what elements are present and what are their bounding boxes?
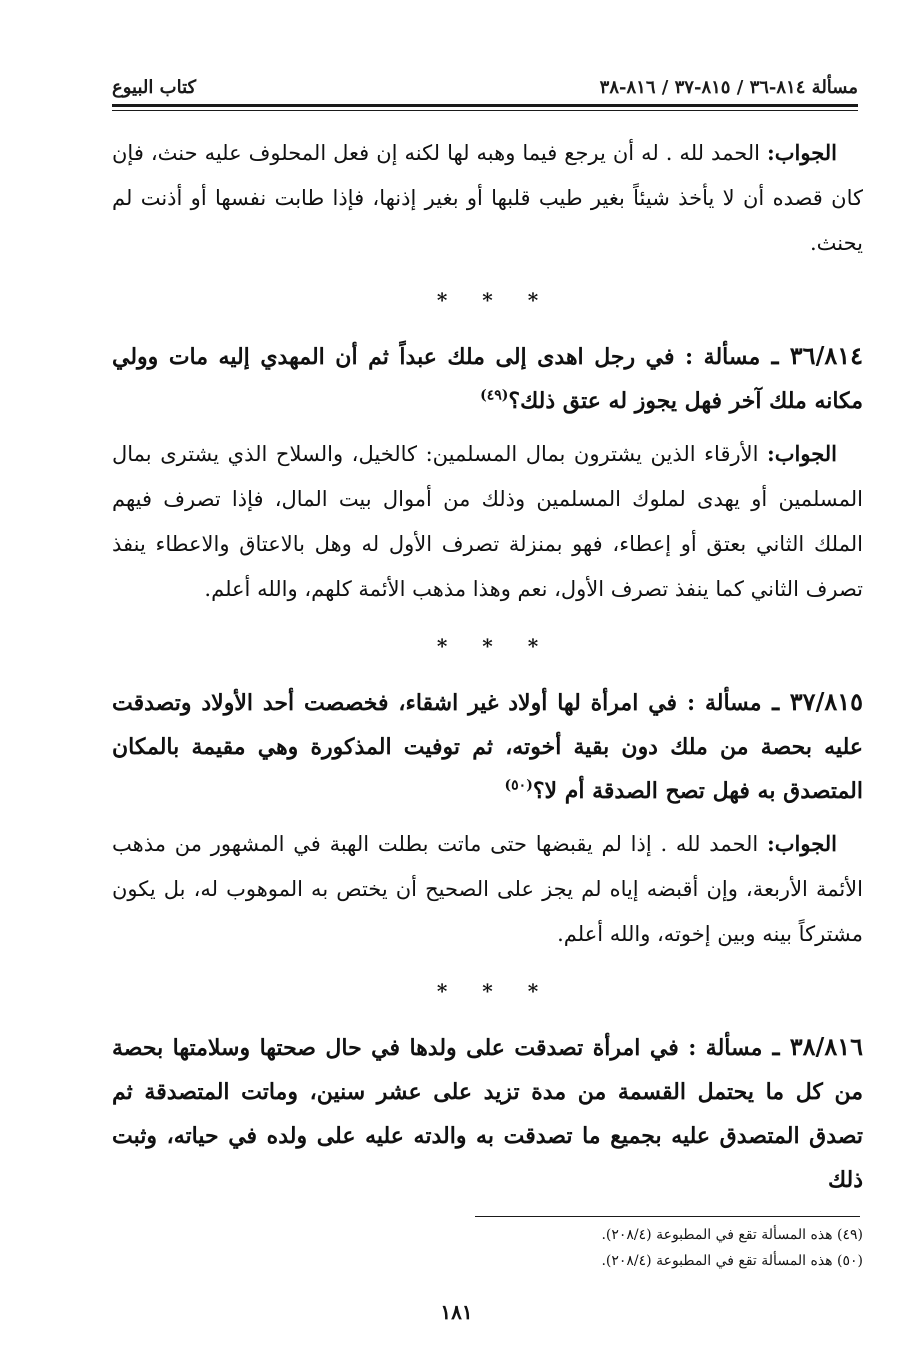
answer-36 xyxy=(112,431,863,612)
running-header xyxy=(112,62,858,98)
section-separator: * * * xyxy=(436,288,553,312)
answer-label: الجواب: xyxy=(767,831,837,856)
question-text: في امرأة لها أولاد غير اشقاء، فخصصت أحد الأولاد وتصدقت عليه بحصة من ملك دون بقية أخوته، ثم توفيت المذكورة وهي مقيمة بالمكان المتصدق به فهل تصح الصدقة أم لا؟ xyxy=(112,690,863,804)
answer-text: الحمد لله . له أن يرجع فيما وهبه لها لكنه إن فعل المحلوف عليه حنث، فإن كان قصده أن لا يأخذ شيئاً بغير طيب قلبها أو بغير إذنها، فإذا طابت نفسها أو أذنت لم يحنث. xyxy=(112,141,863,255)
answer-37 xyxy=(112,821,863,957)
answer-label: الجواب: xyxy=(767,140,837,165)
question-label: مسألة : xyxy=(688,1035,763,1061)
question-37 xyxy=(112,680,863,813)
page-number: ١٨١ xyxy=(440,1300,473,1324)
answer-text: الأرقاء الذين يشترون بمال المسلمين: كالخيل، والسلاح الذي يشترى بمال المسلمين أو يهدى لملوك المسلمين وذلك من أموال بيت المال، فإذا تصرف فيهم الملك الثاني بعتق أو إعطاء، فهو بمنزلة تصرف الأول له وهل بالاعتاق والاعطاء ينفذ تصرف الثاني كما ينفذ تصرف الأول، نعم وهذا مذهب الأئمة كلهم، والله أعلم. xyxy=(112,442,863,601)
footnotes xyxy=(300,1222,863,1274)
question-36 xyxy=(112,334,863,423)
question-label: مسألة : xyxy=(686,690,762,716)
section-reference: مسألة ٨١٤-٣٦ / ٨١٥-٣٧ / ٨١٦-٣٨ xyxy=(599,77,858,98)
question-text: في رجل اهدى إلى ملك عبداً ثم أن المهدي إليه مات وولي مكانه ملك آخر فهل يجوز له عتق ذلك؟ xyxy=(112,344,863,414)
header-rule-thick xyxy=(112,104,858,107)
question-text: في امرأة تصدقت على ولدها في حال صحتها وسلامتها بحصة من كل ما يحتمل القسمة من مدة تزيد على عشر سنين، وماتت المتصدقة ثم تصدق المتصدق عليه بجميع ما تصدقت به والدته عليه على ولده في حياته، وثبت ذلك xyxy=(112,1035,863,1193)
footnote-49: (٤٩) هذه المسألة تقع في المطبوعة (٢٠٨/٤). xyxy=(601,1227,863,1243)
footnote-ref: (٥٠) xyxy=(504,777,533,794)
footnote-ref: (٤٩) xyxy=(480,387,509,404)
book-title: كتاب البيوع xyxy=(112,77,197,98)
header-rule-thin xyxy=(112,110,858,111)
question-label: مسألة : xyxy=(685,344,761,370)
question-38 xyxy=(112,1025,863,1202)
section-separator: * * * xyxy=(436,979,553,1003)
footnote-rule xyxy=(475,1216,860,1217)
answer-paragraph-intro xyxy=(112,130,863,266)
answer-label: الجواب: xyxy=(767,441,837,466)
footnote-50: (٥٠) هذه المسألة تقع في المطبوعة (٢٠٨/٤). xyxy=(601,1253,863,1269)
question-number: ٣٨/٨١٦ ـ xyxy=(762,1032,863,1061)
section-separator: * * * xyxy=(436,634,553,658)
question-number: ٣٧/٨١٥ ـ xyxy=(761,687,863,716)
answer-text: الحمد لله . إذا لم يقبضها حتى ماتت بطلت الهبة في المشهور من مذهب الأئمة الأربعة، وإن أقبضه إياه لم يجز على الصحيح أن يختص به الموهوب له، بل يكون مشتركاً بينه وبين إخوته، والله أعلم. xyxy=(112,832,863,946)
question-number: ٣٦/٨١٤ ـ xyxy=(760,341,863,370)
main-text xyxy=(112,130,863,1202)
